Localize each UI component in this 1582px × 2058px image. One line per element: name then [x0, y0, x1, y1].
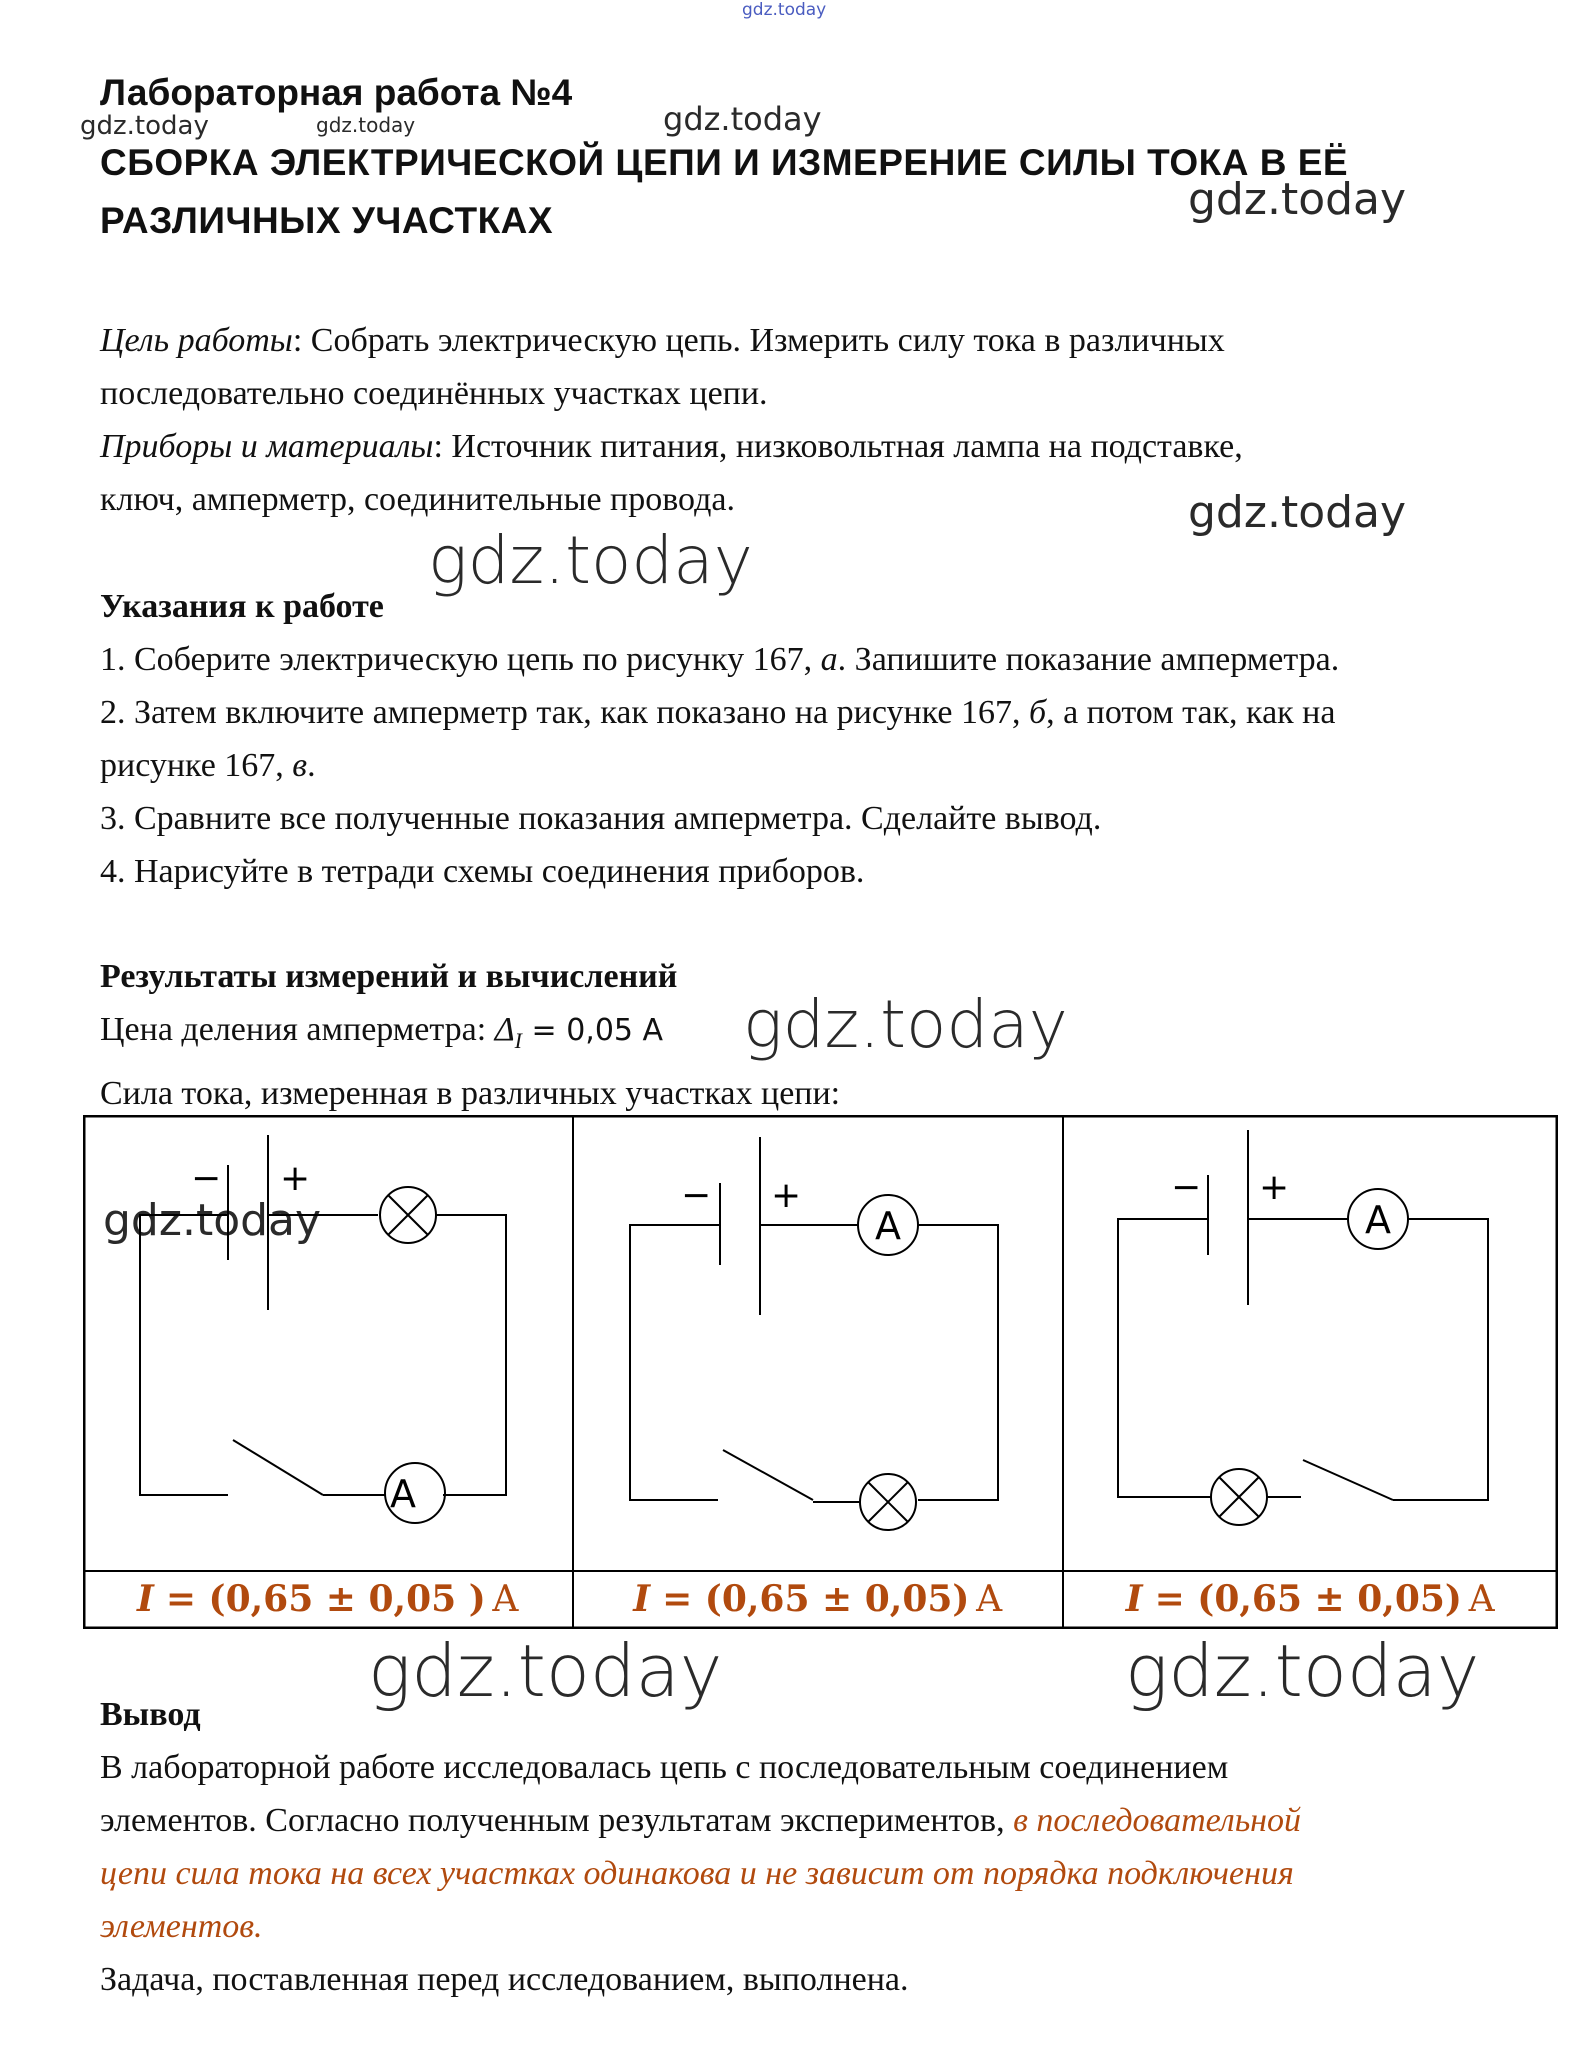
watermark-text: gdz.today — [368, 1629, 723, 1713]
battery-plus-label: + — [771, 1175, 802, 1216]
current-variable: I — [137, 1578, 154, 1620]
wire — [1393, 1219, 1488, 1500]
watermark-text: gdz.today — [80, 111, 209, 141]
page-title: Лабораторная работа №4 — [100, 72, 573, 113]
wire — [140, 1215, 228, 1495]
switch-lever — [233, 1440, 323, 1495]
materials-text: ключ, амперметр, соединительные провода. — [100, 481, 735, 518]
results-heading: Результаты измерений и вычислений — [100, 958, 678, 995]
materials-label: Приборы и материалы — [100, 428, 434, 465]
wire — [918, 1225, 998, 1500]
subtitle-line: СБОРКА ЭЛЕКТРИЧЕСКОЙ ЦЕПИ И ИЗМЕРЕНИЕ СИЛЫ ТОКА В ЕЁ — [100, 142, 1349, 183]
conclusion-text: элементов. Согласно полученным результатам экспериментов, — [100, 1802, 1014, 1839]
instructions-heading: Указания к работе — [100, 588, 384, 625]
subtitle-line: РАЗЛИЧНЫХ УЧАСТКАХ — [100, 200, 554, 241]
battery-minus-label: − — [1171, 1167, 1202, 1208]
measurement-cell — [83, 1571, 573, 1627]
goal-label: Цель работы — [100, 322, 293, 359]
instructions-section — [100, 580, 1560, 898]
measurement-value: = (0,65 ± 0,05) — [662, 1578, 970, 1620]
switch-lever — [723, 1450, 813, 1500]
wire — [436, 1215, 506, 1495]
instruction-text: . — [307, 747, 316, 784]
conclusion-highlight: в последовательной — [1013, 1802, 1302, 1839]
watermark-text: gdz.today — [316, 113, 416, 137]
watermark-text: gdz.today — [103, 1195, 322, 1246]
switch-lever — [1303, 1460, 1393, 1500]
instruction-text: 1. Соберите электрическую цепь по рисунку 167, — [100, 641, 821, 678]
watermark-text: gdz.today — [1188, 174, 1407, 225]
watermark-text: gdz.today — [1125, 1629, 1480, 1713]
current-variable: I — [633, 1578, 651, 1620]
circuit-table — [83, 1115, 1558, 1629]
wire — [630, 1225, 720, 1500]
instruction-item — [100, 633, 1560, 686]
current-variable: I — [1125, 1578, 1143, 1620]
circuit-diagrams — [83, 1115, 1558, 1629]
measurement-value: = (0,65 ± 0,05 ) — [165, 1578, 486, 1620]
conclusion-section — [100, 1688, 1560, 2006]
watermark-text: gdz.today — [743, 986, 1068, 1063]
instruction-text: 2. Затем включите амперметр так, как показано на рисунке 167, — [100, 694, 1029, 731]
goal-text: : Собрать электрическую цепь. Измерить силу тока в различных — [292, 322, 1225, 359]
current-text: Сила тока, измеренная в различных участках цепи: — [100, 1074, 841, 1112]
figure-ref: в — [292, 747, 308, 784]
division-text: Цена деления амперметра: — [100, 1011, 495, 1048]
results-section — [100, 950, 1560, 1120]
page-subtitle — [100, 134, 1560, 250]
conclusion-text: В лабораторной работе исследовалась цепь с последовательным соединением — [100, 1749, 1229, 1786]
figure-ref: а — [820, 641, 838, 678]
goal-text: последовательно соединённых участках цепи. — [100, 375, 768, 412]
division-symbol: Δ — [494, 1011, 515, 1048]
measurement-cell — [573, 1571, 1063, 1627]
battery-plus-label: + — [280, 1158, 311, 1199]
ammeter-label: A — [1365, 1198, 1391, 1242]
watermark-text: gdz.today — [1188, 487, 1407, 538]
instruction-item — [100, 739, 1560, 792]
conclusion-text: Задача, поставленная перед исследованием, выполнена. — [100, 1961, 909, 1998]
battery-minus-label: − — [191, 1158, 222, 1199]
instruction-item: 3. Сравните все полученные показания амперметра. Сделайте вывод. — [100, 800, 1102, 837]
materials-text: : Источник питания, низковольтная лампа на подставке, — [433, 428, 1243, 465]
conclusion-heading: Вывод — [100, 1696, 201, 1733]
measurement-unit: А — [1467, 1578, 1496, 1620]
ammeter-label: A — [390, 1472, 416, 1516]
division-value: = 0,05 А — [522, 1013, 664, 1048]
instruction-text: . Запишите показание амперметра. — [837, 641, 1340, 678]
battery-plus-label: + — [1259, 1167, 1290, 1208]
battery-minus-label: − — [681, 1175, 712, 1216]
measurement-unit: А — [491, 1578, 519, 1620]
measurement-unit: А — [975, 1578, 1003, 1620]
goal-section — [100, 314, 1560, 526]
measurement-cell — [1063, 1571, 1558, 1627]
instruction-text: рисунке 167, — [100, 747, 293, 784]
watermark-text: gdz.today — [663, 100, 822, 138]
conclusion-highlight: цепи сила тока на всех участках одинакова и не зависит от порядка подключения — [100, 1855, 1294, 1892]
watermark-text: gdz.today — [428, 522, 753, 599]
instruction-item — [100, 686, 1560, 739]
division-subscript: I — [514, 1027, 522, 1053]
instruction-item: 4. Нарисуйте в тетради схемы соединения приборов. — [100, 853, 865, 890]
ammeter-label: A — [875, 1204, 901, 1248]
instruction-text: , а потом так, как на — [1046, 694, 1336, 731]
conclusion-highlight: элементов. — [100, 1908, 263, 1945]
measurement-value: = (0,65 ± 0,05) — [1154, 1578, 1462, 1620]
watermark-text: gdz.today — [742, 0, 827, 20]
figure-ref: б — [1028, 694, 1047, 731]
wire — [1118, 1219, 1211, 1497]
